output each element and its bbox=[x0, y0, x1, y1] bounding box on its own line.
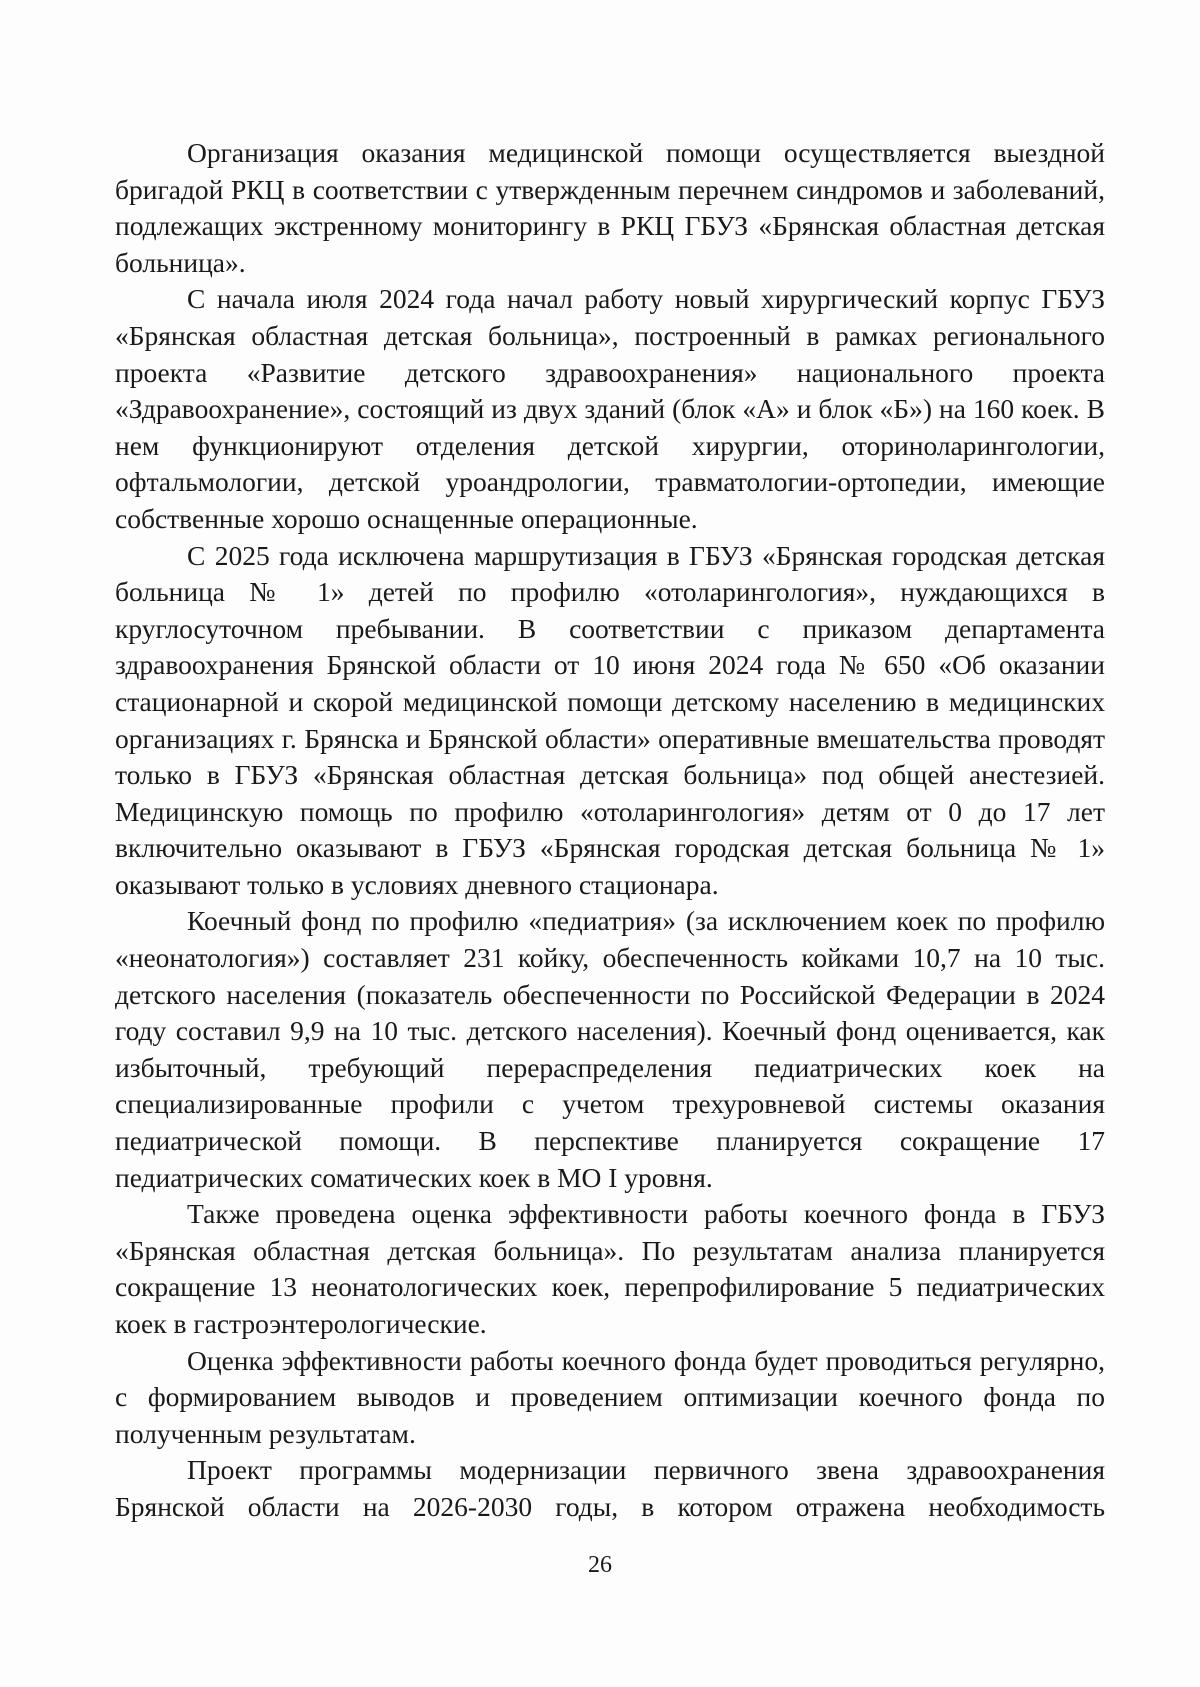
document-body bbox=[115, 135, 1105, 1526]
paragraph-modernization-program: Проект программы модернизации первичного звена здравоохранения Брянской области на 2026-2030 годы, в котором отражена необходимость bbox=[115, 1454, 1105, 1522]
page-number: 26 bbox=[588, 1552, 612, 1578]
paragraph-rkc-brigade: Организация оказания медицинской помощи осуществляется выездной бригадой РКЦ в соответствии с утвержденным перечнем синдромов и заболеваний, подлежащих экстренному мониторингу в РКЦ ГБУЗ «Брянская областная детская больница». bbox=[115, 137, 1105, 278]
paragraph-surgical-building: С начала июля 2024 года начал работу новый хирургический корпус ГБУЗ «Брянская областная детская больница», построенный в рамках регионального проекта «Развитие детского здравоохранения» национального проекта «Здравоохранение», состоящий из двух зданий (блок «А» и блок «Б») на 160 коек. В нем функционируют отделения детской хирургии, оториноларингологии, офтальмологии, детской уроандрологии, травматологии-ортопедии, имеющие собственные хорошо оснащенные операционные. bbox=[115, 283, 1105, 534]
paragraph-regular-evaluation: Оценка эффективности работы коечного фонда будет проводиться регулярно, с формированием выводов и проведением оптимизации коечного фонда по полученным результатам. bbox=[115, 1344, 1105, 1449]
paragraph-bed-fund-efficiency: Также проведена оценка эффективности работы коечного фонда в ГБУЗ «Брянская областная детская больница». По результатам анализа планируется сокращение 13 неонатологических коек, перепрофилирование 5 педиатрических коек в гастроэнтерологические. bbox=[115, 1198, 1105, 1339]
paragraph-otolaryngology-routing: С 2025 года исключена маршрутизация в ГБУЗ «Брянская городская детская больница № 1» детей по профилю «отоларингология», нуждающихся в круглосуточном пребывании. В соответствии с приказом департамента здравоохранения Брянской области от 10 июня 2024 года № 650 «Об оказании стационарной и скорой медицинской помощи детскому населению в медицинских организациях г. Брянска и Брянской области» оперативные вмешательства проводят только в ГБУЗ «Брянская областная детская больница» под общей анестезией. Медицинскую помощь по профилю «отоларингология» детям от 0 до 17 лет включительно оказывают в ГБУЗ «Брянская городская детская больница № 1» оказывают только в условиях дневного стационара. bbox=[115, 539, 1105, 900]
paragraph-pediatric-bed-fund: Коечный фонд по профилю «педиатрия» (за исключением коек по профилю «неонатология») составляет 231 койку, обеспеченность койками 10,7 на 10 тыс. детского населения (показатель обеспеченности по Российской Федерации в 2024 году составил 9,9 на 10 тыс. детского населения). Коечный фонд оценивается, как избыточный, требующий перераспределения педиатрических коек на специализированные профили с учетом трехуровневой системы оказания педиатрической помощи. В перспективе планируется сокращение 17 педиатрических соматических коек в МО I уровня. bbox=[115, 905, 1105, 1193]
